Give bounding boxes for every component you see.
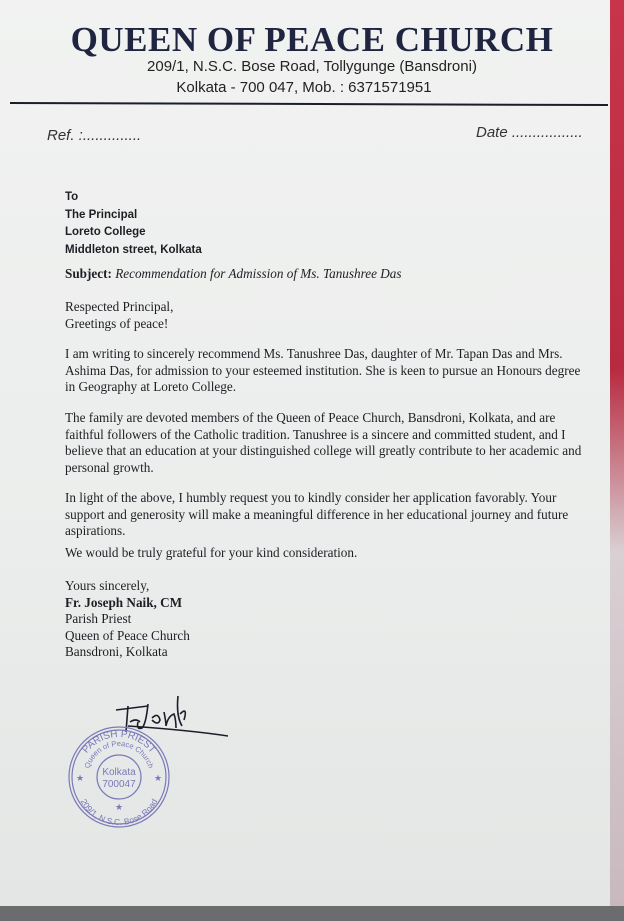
paragraph-4: We would be truly grateful for your kind consideration. xyxy=(65,545,358,560)
paragraph-2: The family are devoted members of the Queen of Peace Church, Bansdroni, Kolkata, and are faithful followers of the Catholic tradition. Tanushree is a sincere and committed student, and I believe that an education at your distinguished college will greatly contribute to her academic and personal growth. xyxy=(65,410,582,475)
address-line-2: Kolkata - 700 047, Mob. : 6371571951 xyxy=(176,79,432,96)
paragraph-1: I am writing to sincerely recommend Ms. Tanushree Das, daughter of Mr. Tapan Das and Mrs. Ashima Das, for admission to your esteemed institution. She is keen to pursue an Honours degree in Geography at Loreto College. xyxy=(65,346,581,394)
stamp-outer-text: PARISH PRIEST xyxy=(80,728,158,756)
subject-text: Recommendation for Admission of Ms. Tanushree Das xyxy=(115,266,402,281)
stamp-center-city: Kolkata xyxy=(102,767,136,778)
date-field: Date ................. xyxy=(476,124,583,141)
ref-field: Ref. :.............. xyxy=(47,127,142,144)
background-edge xyxy=(610,0,624,921)
star-icon: ★ xyxy=(154,773,163,783)
subject-line xyxy=(65,266,402,283)
background-bottom xyxy=(0,906,624,921)
recipient-block xyxy=(65,189,202,259)
salutation xyxy=(65,299,173,332)
salutation-line: Respected Principal, xyxy=(65,299,174,314)
stamp-center-pin: 700047 xyxy=(102,779,136,790)
signatory-title: Parish Priest xyxy=(65,611,132,626)
subject-label: Subject: xyxy=(65,266,112,281)
star-icon: ★ xyxy=(76,773,85,783)
recipient-line: Middleton street, Kolkata xyxy=(65,243,202,256)
star-icon: ★ xyxy=(115,802,124,812)
recipient-line: The Principal xyxy=(65,208,138,221)
stamp-bottom-text: 209/1, N.S.C. Bose Road xyxy=(78,797,160,828)
signatory-org: Queen of Peace Church xyxy=(65,627,190,643)
parish-stamp xyxy=(66,724,172,830)
address-line-1: 209/1, N.S.C. Bose Road, Tollygunge (Bansdroni) xyxy=(147,58,477,75)
closing-block xyxy=(65,578,190,661)
greeting-line: Greetings of peace! xyxy=(65,315,169,331)
signatory-place: Bansdroni, Kolkata xyxy=(65,644,168,659)
stamp-inner-text: Queen of Peace Church xyxy=(82,739,156,770)
valediction: Yours sincerely, xyxy=(65,578,150,593)
church-name: QUEEN OF PEACE CHURCH xyxy=(70,20,554,59)
signatory-name: Fr. Joseph Naik, CM xyxy=(65,594,183,610)
recipient-line: Loreto College xyxy=(65,226,146,238)
paragraph-3: In light of the above, I humbly request you to kindly consider her application favorably. Your support and generosity will make a meaningful difference in her educational journey and future aspirations. xyxy=(65,490,569,538)
recipient-line: To xyxy=(65,191,79,203)
